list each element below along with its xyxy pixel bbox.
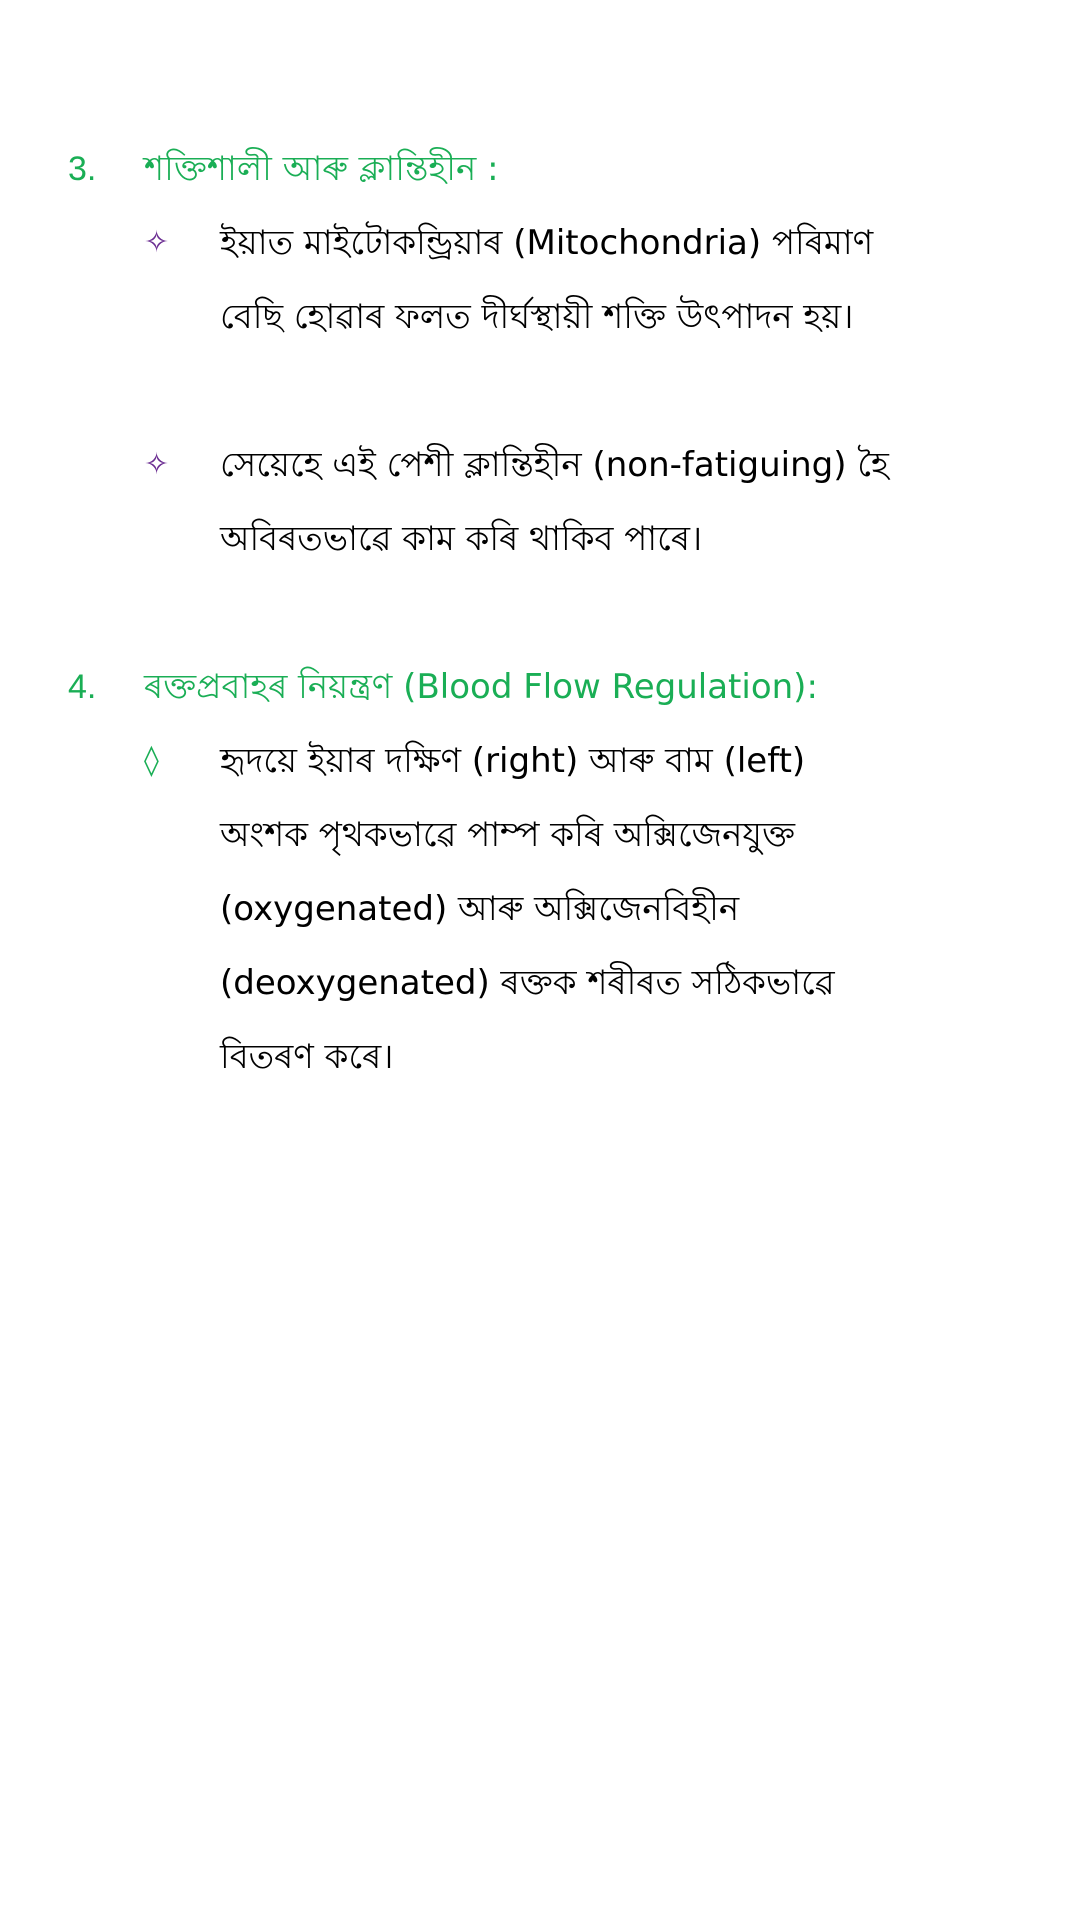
text-line: (deoxygenated) ৰক্তক শৰীৰত সঠিকভাৱে (220, 963, 835, 1003)
four-point-star-bullet-icon: ✧ (144, 447, 170, 482)
spacer (68, 354, 1028, 428)
text-line: সেয়েহে এই পেশী ক্লান্তিহীন (non-fatiguing) হৈ (220, 445, 889, 485)
text-line: হৃদয়ে ইয়াৰ দক্ষিণ (right) আৰু বাম (left) (220, 741, 806, 781)
text-line: অংশক পৃথকভাৱে পাম্প কৰি অক্সিজেনযুক্ত (220, 815, 795, 855)
section-heading (68, 132, 1028, 206)
text-line: (oxygenated) আৰু অক্সিজেনবিহীন (220, 889, 740, 929)
section-4 (68, 650, 1028, 1094)
text-line: বেছি হোৱাৰ ফলত দীৰ্ঘস্থায়ী শক্তি উৎপাদন হয়। (220, 297, 854, 337)
bullet-item (144, 428, 1004, 576)
bullet-text (220, 206, 1010, 354)
diamond-bullet-icon: ◊ (144, 743, 159, 778)
section-number: 3. (68, 150, 97, 188)
four-point-star-bullet-icon: ✧ (144, 225, 170, 260)
bullet-item (144, 724, 1004, 1094)
bullet-item (144, 206, 1004, 354)
text-line: ইয়াত মাইটোকন্ড্ৰিয়াৰ (Mitochondria) পৰিমাণ (220, 223, 874, 263)
bullet-text (220, 724, 1010, 1094)
text-line: বিতৰণ কৰে। (220, 1037, 394, 1077)
section-heading (68, 650, 1028, 724)
section-number: 4. (68, 668, 97, 706)
section-3 (68, 132, 1028, 576)
text-line: অবিৰতভাৱে কাম কৰি থাকিব পাৰে। (220, 519, 703, 559)
section-title: ৰক্তপ্ৰবাহৰ নিয়ন্ত্ৰণ (Blood Flow Regulation): (144, 667, 818, 707)
section-title: শক্তিশালী আৰু ক্লান্তিহীন : (144, 149, 499, 189)
bullet-text (220, 428, 1010, 576)
